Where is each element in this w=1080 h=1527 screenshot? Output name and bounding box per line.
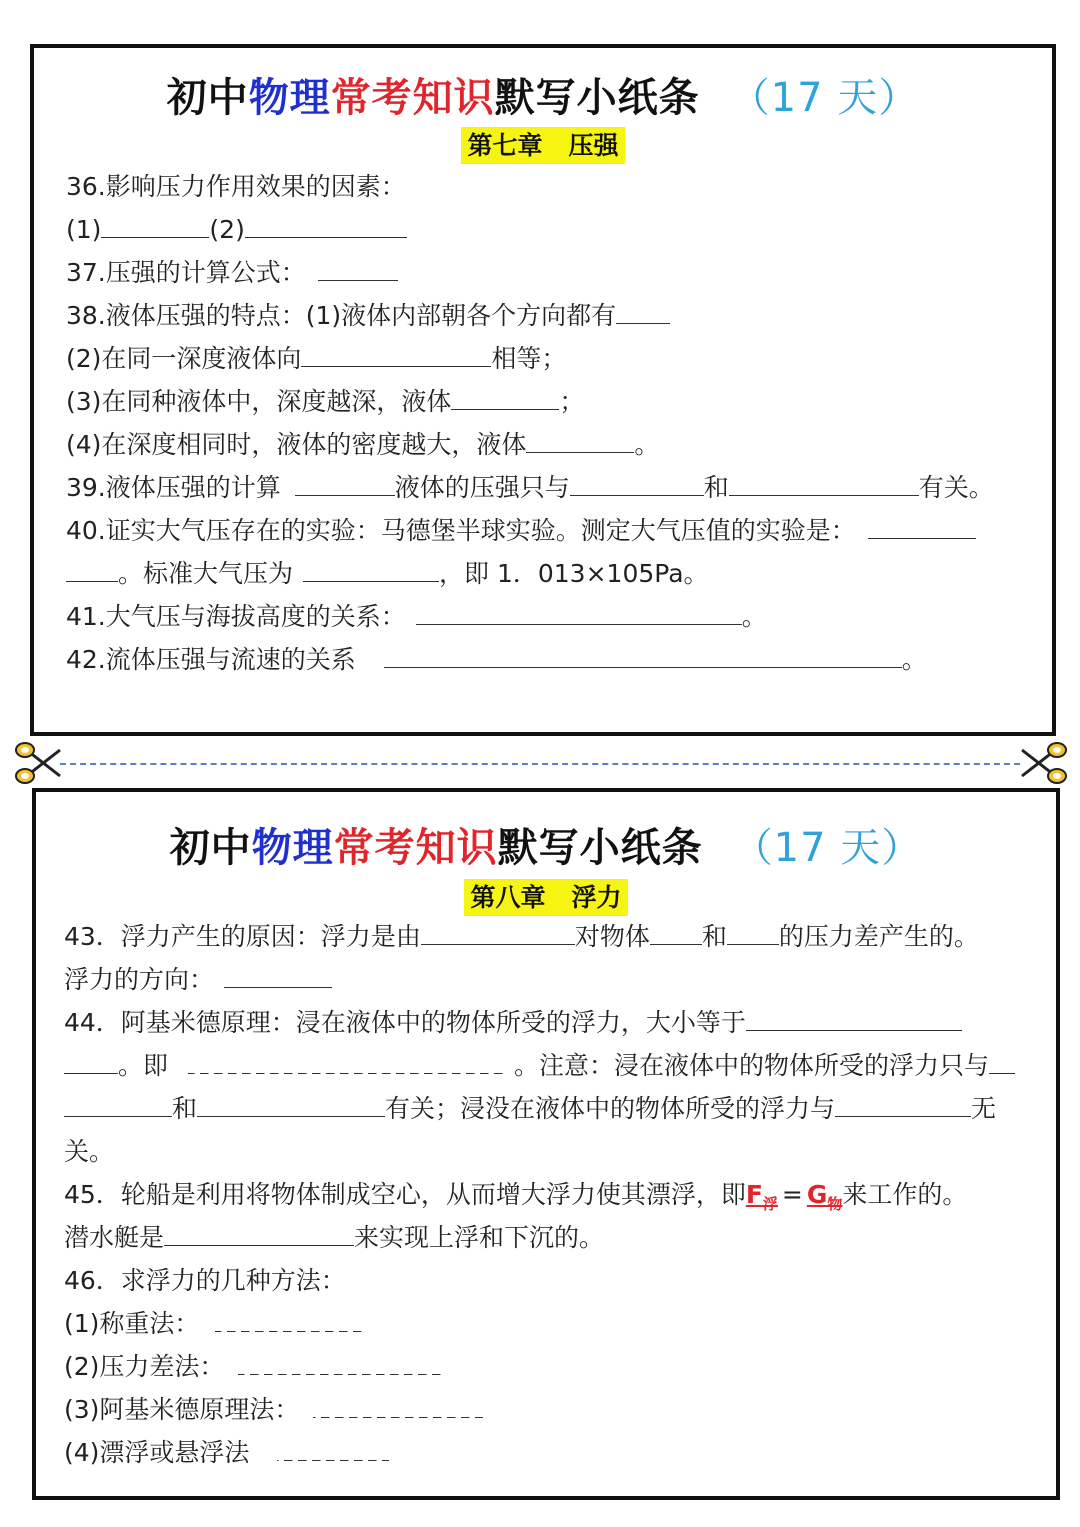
q-text: (3)阿基米德原理法： [64,1395,300,1424]
formula-f-buoyancy: $F_浮$ [745,1180,778,1213]
title-part: 物理 [251,825,334,871]
answer-blank[interactable] [215,1310,365,1332]
question-line [64,1395,483,1425]
title-days: （17 天） [729,75,920,121]
answer-blank[interactable] [570,473,704,496]
question-line [64,965,332,995]
chapter-heading [34,126,1052,162]
q-text: 液体的压强只与 [394,473,570,502]
title-part: 常考知识 [330,75,495,121]
answer-blank[interactable] [650,922,702,945]
title-part: 默写小纸条 [494,75,700,121]
q-text: 40.证实大气压存在的实验：马德堡半球实验。测定大气压值的实验是： [66,516,856,545]
q-text: 和 [172,1094,198,1123]
question-line [64,1309,365,1339]
title-part: 初中 [169,825,252,871]
question-line [66,559,709,589]
answer-blank[interactable] [224,965,332,988]
answer-blank[interactable] [238,1353,444,1375]
q-text: 。 [901,645,927,674]
q-text: 浮力的方向： [64,965,215,994]
answer-blank[interactable] [318,258,398,281]
q-text: 相等； [491,344,567,373]
answer-blank[interactable] [303,559,439,582]
q-text: 43．浮力产生的原因：浮力是由 [64,922,421,951]
answer-blank[interactable] [245,215,407,238]
worksheet-card-pressure [30,44,1056,736]
answer-blank[interactable] [64,1051,118,1074]
q-text: 对物体 [574,922,650,951]
title-days: （17 天） [732,825,923,871]
answer-blank[interactable] [384,645,902,668]
question-line [66,602,767,632]
q-text: 。注意：浸在液体中的物体所受的浮力只与 [514,1051,990,1080]
question-line [64,1094,996,1124]
question-line [64,1352,444,1382]
q-text: 。 [634,430,660,459]
answer-blank[interactable] [616,301,670,324]
question-line [64,1180,967,1219]
q-text: (2)在同一深度液体向 [66,344,302,373]
q-text: 和 [701,922,727,951]
q-text: 的压力差产生的。 [778,922,979,951]
title-part: 物理 [248,75,331,121]
question-line [66,172,406,202]
question-line [66,645,927,675]
q-text: 。 [741,602,767,631]
q-text: 来工作的。 [842,1180,968,1209]
q-text: (4)漂浮或悬浮法 [64,1438,250,1467]
title-part: 默写小纸条 [497,825,703,871]
answer-blank[interactable] [101,215,209,238]
answer-blank[interactable] [416,602,742,625]
q-text: 有关；浸没在液体中的物体所受的浮力与 [385,1094,836,1123]
answer-blank[interactable] [197,1094,385,1117]
q-text: (1) [66,215,102,244]
q-text: (3)在同种液体中，深度越深，液体 [66,387,452,416]
answer-blank[interactable] [64,1094,172,1117]
question-line [66,473,994,503]
title-part: 初中 [166,75,249,121]
card-title [36,816,1056,873]
q-text: (2) [209,215,245,244]
answer-blank[interactable] [868,516,976,539]
answer-blank[interactable] [729,473,919,496]
q-text: 和 [703,473,729,502]
question-line [66,301,670,331]
title-part: 常考知识 [333,825,498,871]
question-line [66,215,407,245]
q-text: 46．求浮力的几种方法： [64,1266,346,1295]
answer-blank[interactable] [451,387,559,410]
q-text: 42.流体压强与流速的关系 [66,645,356,674]
answer-blank[interactable] [835,1094,971,1117]
q-text: 。标准大气压为 [118,559,294,588]
question-line [64,1008,962,1038]
question-line [64,1051,1015,1081]
question-line [66,430,659,460]
question-line [64,1266,346,1296]
question-line [66,516,976,546]
answer-blank[interactable] [313,1396,483,1418]
scissors-icon [14,740,66,786]
answer-blank[interactable] [989,1051,1015,1074]
q-text: (2)压力差法： [64,1352,225,1381]
q-text: 44．阿基米德原理：浸在液体中的物体所受的浮力，大小等于 [64,1008,746,1037]
chapter-label: 第七章 压强 [461,127,624,164]
cut-line [60,763,1020,765]
question-line [64,1438,389,1468]
q-text: = [781,1180,803,1209]
q-text: 36.影响压力作用效果的因素： [66,172,406,201]
q-text: ； [559,387,585,416]
chapter-heading [36,878,1056,914]
question-line [64,1137,114,1167]
answer-blank[interactable] [301,344,491,367]
answer-blank[interactable] [188,1052,506,1074]
answer-blank[interactable] [164,1223,354,1246]
card-title [34,66,1052,123]
answer-blank[interactable] [66,559,118,582]
q-text: 37.压强的计算公式： [66,258,306,287]
scissors-icon [1016,740,1068,786]
q-text: 无 [971,1094,997,1123]
worksheet-card-buoyancy [32,788,1060,1500]
q-text: 39.液体压强的计算 [66,473,281,502]
answer-blank[interactable] [727,922,779,945]
q-text: 关。 [64,1137,115,1166]
question-line [66,258,398,288]
answer-blank[interactable] [746,1008,962,1031]
q-text: 45．轮船是利用将物体制成空心，从而增大浮力使其漂浮，即 [64,1180,746,1209]
q-text: 潜水艇是 [64,1223,165,1252]
q-text: (4)在深度相同时，液体的密度越大，液体 [66,430,527,459]
q-text: 来实现上浮和下沉的。 [354,1223,605,1252]
chapter-label: 第八章 浮力 [464,879,627,916]
q-text: 41.大气压与海拔高度的关系： [66,602,406,631]
question-line [64,1223,604,1253]
answer-blank[interactable] [277,1439,389,1461]
formula-g-object: $G_物$ [806,1180,843,1213]
question-line [64,922,979,952]
q-text: 有关。 [918,473,994,502]
question-line [66,344,566,374]
answer-blank[interactable] [421,922,575,945]
q-text: ，即 1．013×105Pa。 [439,559,709,588]
q-text: 。即 [118,1051,169,1080]
question-line [66,387,584,417]
answer-blank[interactable] [295,473,395,496]
answer-blank[interactable] [526,430,634,453]
q-text: 38.液体压强的特点：(1)液体内部朝各个方向都有 [66,301,617,330]
q-text: (1)称重法： [64,1309,200,1338]
